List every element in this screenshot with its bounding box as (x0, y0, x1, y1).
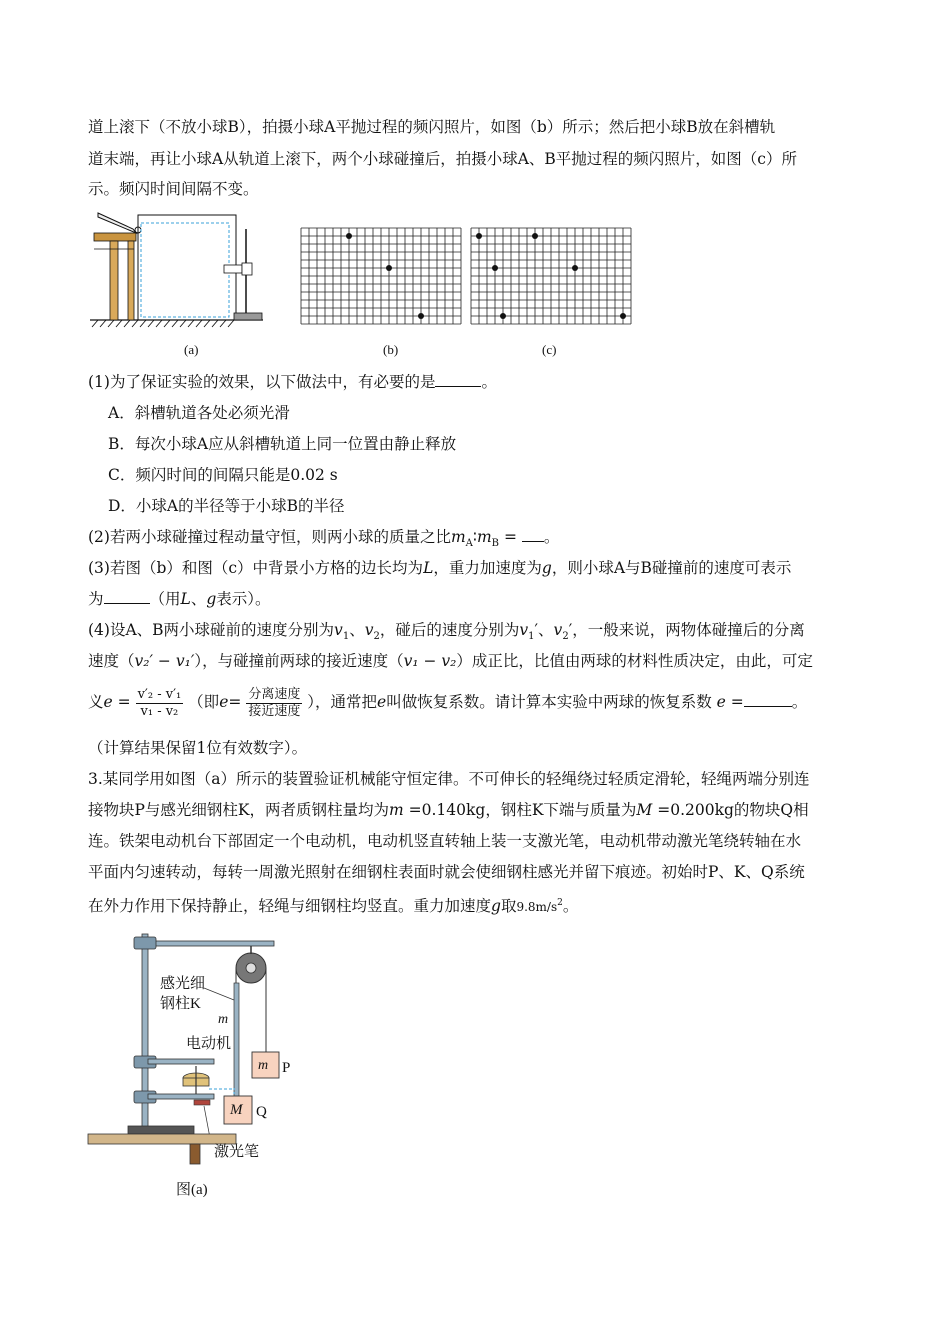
q4-line-4: （计算结果保留1位有效数字）。 (88, 739, 308, 757)
flash-ball-dot (386, 265, 392, 271)
q4-line-1: (4)设A、B两小球碰前的速度分别为$v_1$、$v_2$，碰后的速度分别为$v_1'$、$v_2'$，一般来说，两物体碰撞后的分离 (88, 621, 805, 643)
flash-ball-dot (418, 313, 424, 319)
q1-option-a: A．斜槽轨道各处必须光滑 (108, 404, 290, 422)
caption-c: (c) (542, 342, 557, 357)
label-photosensitive-2: 钢柱K (160, 996, 201, 1012)
q4-line-2: 速度（v₂′ − v₁′），与碰撞前两球的接近速度（v₁ − v₂）成正比，比值由两球的材料性质决定，由此，可定 (88, 652, 813, 670)
p3-line-4: 平面内匀速转动，每转一周激光照射在细钢柱表面时就会使细钢柱感光并留下痕迹。初始时P、K、Q系统 (88, 863, 805, 881)
q1-option-b: B．每次小球A应从斜槽轨道上同一位置由静止释放 (108, 435, 457, 453)
p3-line-3: 连。铁架电动机台下部固定一个电动机，电动机竖直转轴上装一支激光笔，电动机带动激光笔绕转轴在水 (88, 832, 802, 850)
flash-ball-dot (346, 233, 352, 239)
flash-ball-dot (476, 233, 482, 239)
label-M-block: M (230, 1102, 243, 1118)
figure-caption-a: 图(a) (176, 1182, 208, 1198)
figure-c-grid (470, 227, 632, 325)
label-m-block: m (258, 1058, 269, 1073)
q1-stem: (1)为了保证实验的效果，以下做法中，有必要的是 。 (88, 373, 497, 391)
intro-line-2: 道末端，再让小球A从轨道上滚下，两个小球碰撞后，拍摄小球A、B平抛过程的频闪照片，如图（c）所 (88, 150, 797, 168)
caption-b: (b) (383, 342, 399, 357)
label-p: P (282, 1060, 291, 1076)
flash-ball-dot (532, 233, 538, 239)
flash-ball-dot (492, 265, 498, 271)
q4-line-3: 义e = $\frac{\text{v′₂ - v′₁}}{\text{v₁ - v₂}}$ （即e= $\frac{\text{分离速度}}{\text{接近速度}}$ ），通常把e叫做恢复系数。请计算本实验中两球的恢复系数 e = 。 (88, 686, 808, 719)
q2-stem: (2)若两小球碰撞过程动量守恒，则两小球的质量之比$m_A∶m_B$ = 。 (88, 528, 560, 550)
flash-ball-dot (572, 265, 578, 271)
p3-line-1: 3.某同学用如图（a）所示的装置验证机械能守恒定律。不可伸长的轻绳绕过轻质定滑轮，轻绳两端分别连 (88, 770, 810, 788)
restitution-fraction: $\frac{\text{v′₂ - v′₁}}{\text{v₁ - v₂}}$ (137, 686, 182, 719)
caption-a: (a) (184, 342, 199, 357)
q3-line-1: (3)若图（b）和图（c）中背景小方格的边长均为L，重力加速度为g，则小球A与B碰撞前的速度可表示 (88, 559, 792, 577)
speed-ratio-fraction: $\frac{\text{分离速度}}{\text{接近速度}}$ (248, 686, 301, 719)
flash-ball-dot (620, 313, 626, 319)
q3-line-2: 为 （用L、g表示）。 (88, 590, 271, 608)
p3-line-2: 接物块P与感光细钢柱K，两者质钢柱量均为m =0.140kg，钢柱K下端与质量为M =0.200kg的物块Q相 (88, 801, 809, 819)
flash-ball-dot (500, 313, 506, 319)
label-m-column: m (218, 1012, 229, 1027)
figure-a-apparatus (88, 205, 268, 330)
figure-b-grid (300, 227, 462, 325)
intro-line-1: 道上滚下（不放小球B），拍摄小球A平抛过程的频闪照片，如图（b）所示；然后把小球B放在斜槽轨 (88, 118, 776, 136)
label-q: Q (256, 1104, 267, 1120)
q1-option-d: D．小球A的半径等于小球B的半径 (108, 497, 345, 515)
label-photosensitive-1: 感光细 (160, 976, 206, 992)
label-motor: 电动机 (186, 1036, 232, 1052)
intro-line-3: 示。频闪时间间隔不变。 (88, 180, 259, 198)
p3-line-5: 在外力作用下保持静止，轻绳与细钢柱均竖直。重力加速度g取$9.8m/s^2$。 (88, 897, 579, 916)
label-laser-pen: 激光笔 (214, 1144, 260, 1160)
q1-option-c: C．频闪时间的间隔只能是0.02 s (108, 466, 338, 484)
